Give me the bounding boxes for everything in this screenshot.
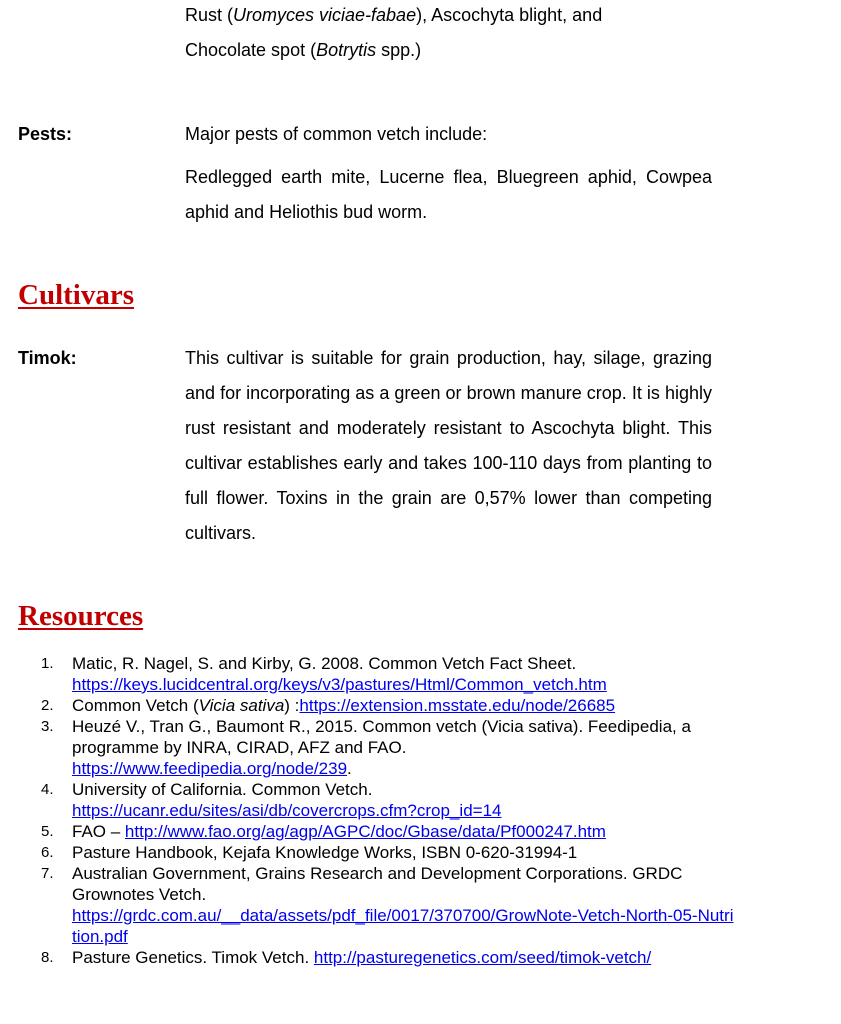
pests-intro: Major pests of common vetch include: bbox=[185, 124, 488, 144]
pests-list: Redlegged earth mite, Lucerne flea, Bluegreen aphid, Cowpea aphid and Heliothis bud worm. bbox=[185, 167, 712, 222]
resource-item: 2. Common Vetch (Vicia sativa) :https://extension.msstate.edu/node/26685 bbox=[41, 696, 616, 715]
list-number: 8. bbox=[41, 949, 54, 966]
diseases-line-2: Chocolate spot (Botrytis spp.) bbox=[185, 40, 422, 60]
list-number: 2. bbox=[41, 697, 54, 714]
resource-link[interactable]: https://grdc.com.au/__data/assets/pdf_file/0017/370700/GrowNote-Vetch-North-05-Nutrition.pdf bbox=[72, 906, 734, 946]
resource-item: 8. Pasture Genetics. Timok Vetch. http://pasturegenetics.com/seed/timok-vetch/ bbox=[41, 948, 652, 967]
diseases-text bbox=[185, 0, 712, 68]
resource-item: 4. University of California. Common Vetch. https://ucanr.edu/sites/asi/db/covercrops.cfm?crop_id=14 bbox=[41, 780, 502, 820]
list-number: 4. bbox=[41, 781, 54, 798]
resource-item: 6. Pasture Handbook, Kejafa Knowledge Works, ISBN 0-620-31994-1 bbox=[41, 843, 578, 862]
pests-label: Pests: bbox=[18, 124, 73, 144]
resource-item: 1. Matic, R. Nagel, S. and Kirby, G. 2008. Common Vetch Fact Sheet. https://keys.lucidcentral.org/keys/v3/pastures/Html/Common_vetch.htm bbox=[41, 654, 607, 694]
resource-link[interactable]: https://extension.msstate.edu/node/26685 bbox=[299, 696, 616, 715]
list-number: 5. bbox=[41, 823, 54, 840]
list-number: 7. bbox=[41, 865, 54, 882]
timok-description: This cultivar is suitable for grain production, hay, silage, grazing and for incorporating as a green or brown manure crop. It is highly rust resistant and moderately resistant to Ascochyta blight. This cultivar establishes early and takes 100-110 days from planting to full flower. Toxins in the grain are 0,57% lower than competing cultivars. bbox=[185, 348, 712, 543]
diseases-line-1: Rust (Uromyces viciae-fabae), Ascochyta blight, and bbox=[185, 5, 603, 25]
resources-list bbox=[30, 653, 770, 968]
resource-item: 5. FAO – http://www.fao.org/ag/agp/AGPC/doc/Gbase/data/Pf000247.htm bbox=[41, 822, 606, 841]
resource-link[interactable]: http://pasturegenetics.com/seed/timok-vetch/ bbox=[313, 948, 652, 967]
resource-item: 3. Heuzé V., Tran G., Baumont R., 2015. Common vetch (Vicia sativa). Feedipedia, a programme by INRA, CIRAD, AFZ and FAO. https://www.feedipedia.org/node/239. bbox=[41, 717, 691, 778]
resource-link[interactable]: https://ucanr.edu/sites/asi/db/covercrops.cfm?crop_id=14 bbox=[72, 801, 502, 820]
list-number: 1. bbox=[41, 655, 54, 672]
resources-heading: Resources bbox=[18, 600, 144, 632]
timok-label: Timok: bbox=[18, 348, 77, 368]
resource-link[interactable]: http://www.fao.org/ag/agp/AGPC/doc/Gbase/data/Pf000247.htm bbox=[124, 822, 606, 841]
list-number: 6. bbox=[41, 844, 54, 861]
list-number: 3. bbox=[41, 718, 54, 735]
cultivars-heading: Cultivars bbox=[18, 279, 134, 311]
resource-link[interactable]: https://keys.lucidcentral.org/keys/v3/pastures/Html/Common_vetch.htm bbox=[72, 675, 607, 694]
resource-item: 7. Australian Government, Grains Research and Development Corporations. GRDC Grownotes Vetch. https://grdc.com.au/__data/assets/pdf_file/0017/370700/GrowNote-Vetch-North-05-Nutrition.pdf bbox=[30, 863, 770, 947]
resource-link[interactable]: https://www.feedipedia.org/node/239 bbox=[72, 759, 348, 778]
